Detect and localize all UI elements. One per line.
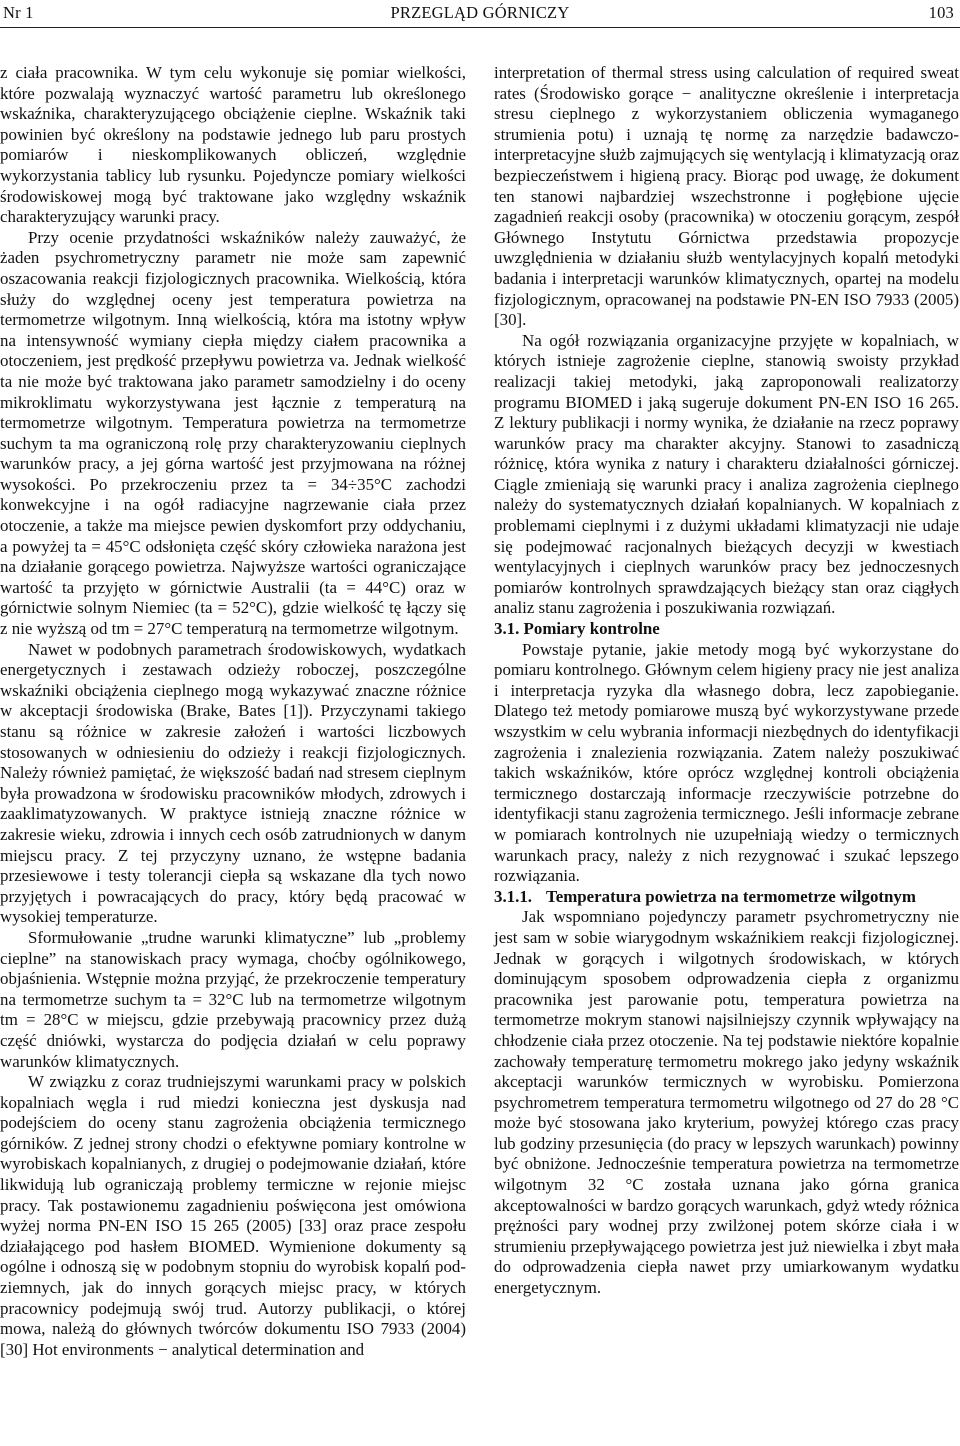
header-rule [0,27,960,28]
subsection-number: 3.1.1. [494,886,533,906]
paragraph: W związku z coraz trudniejszymi warunkami pracy w polskich kopalniach węgla i rud miedzi konieczna jest dyskusja nad podejściem do oceny stanu zagrożenia obciążenia termicznego górników. Z jednej strony chodzi o efektywne pomiary kontrolne w wyrobiskach kopalnianych, z drugiej o podejmowanie działań, które likwidują lub ograniczają problemy termiczne w rejonie miejsc pracy. Tak postawionemu zagadnieniu poświęcona jest omówiona wyżej norma PN-EN ISO 15 265 (2005) [33] oraz prace zespołu działającego pod hasłem BIOMED. Wymienione dokumenty są ogólne i odnoszą się w podobnym stopniu do wyrobisk kopalń podziemnych, jak do innych gorących miejsc pracy, w których pracownicy podejmują swój trud. Autorzy publikacji, o której mowa, należą do głównych twórców dokumentu ISO 7933 (2004) [30] Hot environments − analytical determination and [0,1072,466,1359]
left-column [0,63,466,1360]
subsection-heading [494,887,959,908]
paragraph: Powstaje pytanie, jakie metody mogą być wykorzystane do pomiaru kontrolnego. Głównym celem higieny pracy nie jest analiza i interpretacja ryzyka dla własnego dobra, lecz zapobieganie. Dlatego też metody pomiarowe muszą być wykorzystywane przede wszystkim w celu wybrania informacji niezbędnych do identyfikacji zagrożenia i znalezienia rozwiązania. Zatem należy poszukiwać takich wskaźników, które oprócz względnej kontroli obciążenia termicznego dostarczają informacje rzeczywiście potrzebne do identyfikacji stanu zagrożenia termicznego. Jeśli informacje zebrane w pomiarach kontrolnych nie uzupełniają wiedzy o termicznych warunkach pracy, należy z nich rezygnować i szukać lepszego rozwiązania. [494,639,959,886]
paragraph: z ciała pracownika. W tym celu wykonuje się pomiar wielkości, które pozwalają wyznaczyć wartość parametru lub określonego wskaźnika, charakteryzującego obciążenie cieplne. Wskaźnik taki powinien być określony na podstawie jednego lub paru prostych pomiarów i nieskomplikowanych obliczeń, względnie wykorzystania tablicy lub rysunku. Pojedyncze pomiary wielkości środowiskowej mogą być traktowane jako względny wskaźnik charakteryzujący warunki pracy. [0,63,466,227]
paragraph: Nawet w podobnych parametrach środowiskowych, wydatkach energetycznych i zestawach odzieży roboczej, poszczególne wskaźniki obciążenia cieplnego mogą wykazywać znaczne różnice w akceptacji środowiska (Brake, Bates [1]). Przyczynami takiego stanu są różnice w zakresie założeń i wartości liczbowych stosowanych w odniesieniu do odzieży i reakcji fizjologicznych. Należy również pamiętać, że większość badań nad stresem cieplnym była prowadzona w środowisku pracowników młodych, zdrowych i zaaklimatyzowanych. W praktyce istnieją znaczne różnice w zakresie wieku, zdrowia i innych cech osób zatrudnionych w danym miejscu pracy. Z tej przyczyny uznano, że wstępne badania przesiewowe i testy tolerancji ciepła są wskazane dla tych nowo przyjętych i powracających do pracy, który będą pracować w wysokiej temperaturze. [0,639,466,927]
issue-number: Nr 1 [3,3,34,22]
paragraph: interpretation of thermal stress using calculation of required sweat rates (Środowisko gorące − analityczne określenie i interpretacja stresu cieplnego z wykorzystaniem obliczenia wymaganego strumienia potu) i uznają tę normę za narzędzie badawczo-interpretacyjne służb zajmujących się wentylacją i klimatyzacją oraz bezpieczeństwem i higieną pracy. Biorąc pod uwagę, że dokument ten stanowi najbardziej wszechstronne i pogłębione ujęcie zagadnień reakcji osoby (pracownika) w otoczeniu gorącym, zespół Głównego Instytutu Górnictwa przedstawia propozycje uwzględnienia w działaniu służb wentylacyjnych kopalń metodyki badania i interpretacji warunków klimatycznych, opartej na modelu fizjologicznym, opracowanej na podstawie PN-EN ISO 7933 (2005) [30]. [494,63,959,330]
paragraph: Przy ocenie przydatności wskaźników należy zauważyć, że żaden psychrometryczny parametr nie może sam zapewnić oszacowania reakcji fizjologicznych pracownika. Wielkością, która służy do względnej oceny jest temperatura powietrza na termometrze wilgotnym. Inną wielkością, która ma istotny wpływ na intensywność wymiany ciepła między ciałem pracownika a otoczeniem, jest prędkość przepływu powietrza va. Jednak wielkość ta nie może być traktowana jako parametr samodzielny i do oceny mikroklimatu wykorzystywana jest łącznie z temperaturą na termometrze wilgotnym. Temperatura powietrza na termometrze suchym ta ma ograniczoną rolę przy charakteryzowaniu cieplnych warunków pracy, a jej górna wartość jest przyjmowana na różnej wysokości. Po przekroczeniu przez ta = 34÷35°C zachodzi konwekcyjne i na ogół radiacyjne nagrzewanie ciała przez otoczenie, a także ma miejsce pewien dyskomfort przy oddychaniu, a powyżej ta = 45°C odsłonięta część skóry człowieka narażona jest na działanie gorącego powietrza. Najwyższe wartości ograniczające wartość ta przyjęto w górnictwie Australii (ta = 44°C) oraz w górnictwie solnym Niemiec (ta = 52°C), gdzie wielkość tę łączy się z nie wyższą od tm = 27°C temperaturą na termometrze wilgotnym. [0,227,466,639]
page-number: 103 [928,3,954,22]
journal-title: PRZEGLĄD GÓRNICZY [390,3,570,22]
paragraph: Jak wspomniano pojedynczy parametr psychrometryczny nie jest sam w sobie wiarygodnym wskaźnikiem reakcji fizjologicznej. Jednak w gorących i wilgotnych środowiskach, w których dominującym sposobem odprowadzenia ciepła z organizmu pracownika jest parowanie potu, temperatura powietrza na termometrze mokrym stanowi najsilniejszy czynnik wpływający na chłodzenie ciała przez otoczenie. Na tej podstawie niektóre kopalnie zachowały temperaturę termometru mokrego jako jedyny wskaźnik akceptacji warunków termicznych w wyrobisku. Pomierzona psychrometrem temperatura termometru wilgotnego od 27 do 28 °C może być stosowana jako kryterium, powyżej którego czas pracy lub godziny przesunięcia (do pracy w lepszych warunkach) powinny być obniżone. Jednocześnie temperatura powietrza na termometrze wilgotnym 32 °C została uznana jako górna granica akceptowalności w bardzo gorących warunkach, gdyż wtedy różnica prężności pary wodnej przy zwilżonej potem skórze ciała i w strumieniu przepływającego powietrza jest już niewielka i zbyt mała do odprowadzenia ciepła nawet przy umiarkowanym wydatku energetycznym. [494,907,959,1298]
paragraph: Sformułowanie „trudne warunki klimatyczne” lub „problemy cieplne” na stanowiskach pracy wymaga, choćby ogólnikowego, objaśnienia. Wstępnie można przyjąć, że przekroczenie temperatury na termometrze suchym ta = 32°C lub na termometrze wilgotnym tm = 28°C w miejscu, gdzie przebywają pracownicy przez dużą część dniówki, wystarcza do podjęcia działań w celu poprawy warunków klimatycznych. [0,927,466,1071]
subsection-title: Temperatura powietrza na termometrze wilgotnym [546,886,916,906]
paragraph: Na ogół rozwiązania organizacyjne przyjęte w kopalniach, w których istnieje zagrożenie cieplne, stanowią swoisty przykład realizacji takiej metodyki, jaką zaproponowali realizatorzy programu BIOMED i jaką sugeruje dokument PN-EN ISO 16 265. Z lektury publikacji i normy wynika, że działanie na rzecz poprawy warunków pracy ma charakter akcyjny. Stanowi to zasadniczą różnicę, która wynika z natury i charakteru działalności górniczej. Ciągle zmieniają się warunki pracy i analiza zagrożenia cieplnego należy do systematycznych działań kopalnianych. W kopalniach z problemami cieplnymi i z dużymi układami klimatyzacji nie udaje się podejmować racjonalnych bieżących decyzji w kwestiach wentylacyjnych i cieplnych warunków pracy bez jednoczesnych pomiarów kontrolnych sprawdzających bieżący stan oraz ciągłych analiz stanu zagrożenia i poszukiwania rozwiązań. [494,330,959,618]
running-header [0,0,960,26]
right-column [494,63,959,1299]
section-heading: 3.1. Pomiary kontrolne [494,619,660,639]
